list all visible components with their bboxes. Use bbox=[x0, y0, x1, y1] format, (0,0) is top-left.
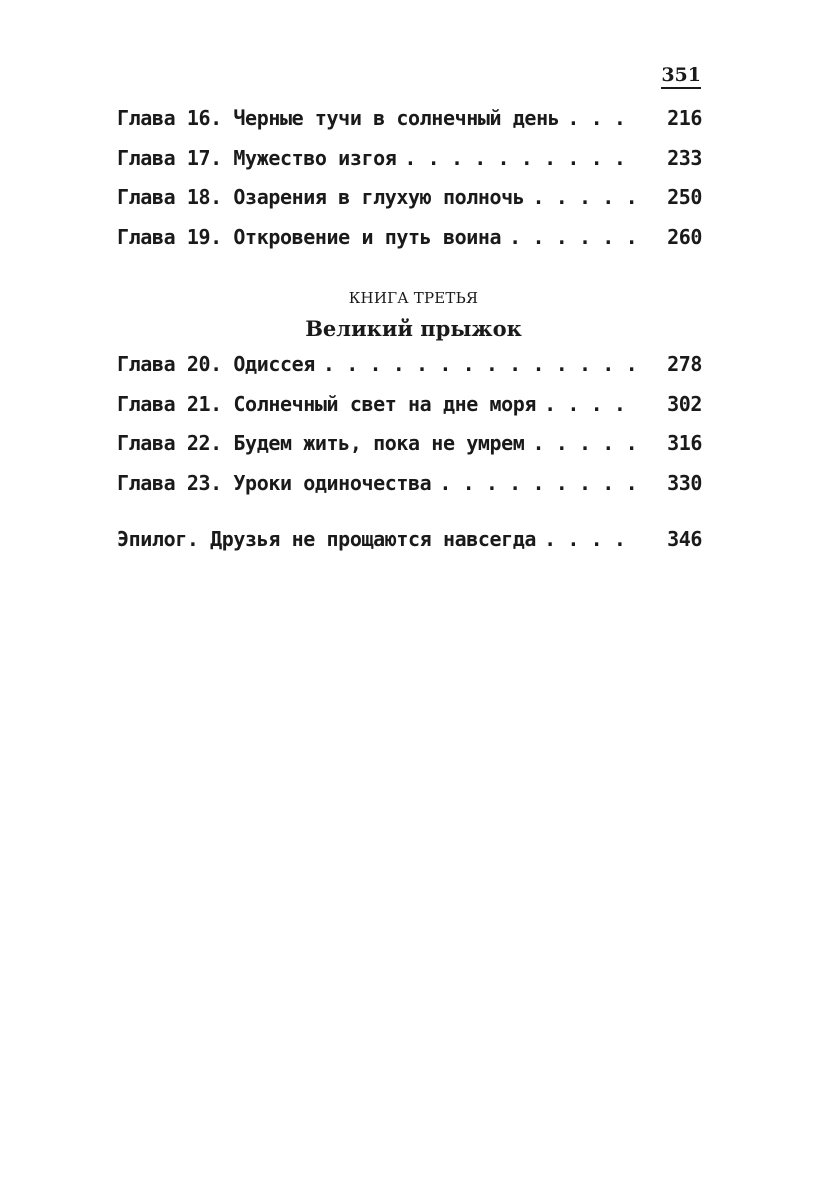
toc-entry-chapter-18[interactable] bbox=[117, 185, 702, 225]
toc-entry-title: Глава 22. Будем жить, пока не умрем bbox=[117, 431, 525, 455]
toc-entry-page: 346 bbox=[667, 527, 702, 551]
dot-leader bbox=[439, 471, 636, 495]
dot-leader bbox=[323, 352, 636, 376]
toc-entry-title: Глава 23. Уроки одиночества bbox=[117, 470, 432, 495]
toc-entry-title: Глава 20. Одиссея bbox=[117, 352, 315, 376]
toc-entry-title: Глава 17. Мужество изгоя bbox=[117, 145, 397, 170]
toc-list-book-two bbox=[117, 106, 702, 264]
dot-leader bbox=[509, 225, 636, 249]
toc-entry-chapter-23[interactable] bbox=[117, 471, 702, 511]
toc-entry-page: 233 bbox=[667, 145, 702, 170]
dot-leader bbox=[567, 106, 636, 130]
toc-entry-page: 278 bbox=[667, 352, 702, 376]
toc-entry-chapter-19[interactable] bbox=[117, 225, 702, 265]
dot-leader bbox=[544, 527, 636, 551]
toc-list-epilogue bbox=[117, 527, 702, 567]
page-number: 351 bbox=[661, 64, 701, 89]
toc-entry-page: 216 bbox=[667, 106, 702, 130]
toc-entry-title: Глава 18. Озарения в глухую полночь bbox=[117, 185, 525, 209]
book-title: Великий прыжок bbox=[305, 316, 522, 341]
toc-list-book-three bbox=[117, 352, 702, 510]
toc-entry-chapter-16[interactable] bbox=[117, 106, 702, 146]
toc-entry-chapter-17[interactable] bbox=[117, 146, 702, 186]
dot-leader bbox=[404, 146, 636, 170]
toc-entry-page: 316 bbox=[667, 431, 702, 455]
toc-entry-page: 302 bbox=[667, 391, 702, 416]
toc-entry-page: 330 bbox=[667, 470, 702, 495]
toc-entry-chapter-20[interactable] bbox=[117, 352, 702, 392]
dot-leader bbox=[532, 431, 636, 455]
toc-entry-chapter-22[interactable] bbox=[117, 431, 702, 471]
toc-entry-page: 260 bbox=[667, 224, 702, 249]
toc-entry-title: Глава 19. Откровение и путь воина bbox=[117, 224, 502, 249]
toc-entry-chapter-21[interactable] bbox=[117, 392, 702, 432]
toc-entry-title: Глава 21. Солнечный свет на дне моря bbox=[117, 391, 537, 416]
toc-entry-title: Глава 16. Черные тучи в солнечный день bbox=[117, 106, 560, 130]
dot-leader bbox=[544, 392, 636, 416]
toc-entry-page: 250 bbox=[667, 185, 702, 209]
toc-entry-epilogue[interactable] bbox=[117, 527, 702, 567]
dot-leader bbox=[532, 185, 636, 209]
book-label: КНИГА ТРЕТЬЯ bbox=[348, 289, 479, 307]
toc-entry-title: Эпилог. Друзья не прощаются навсегда bbox=[117, 527, 537, 551]
